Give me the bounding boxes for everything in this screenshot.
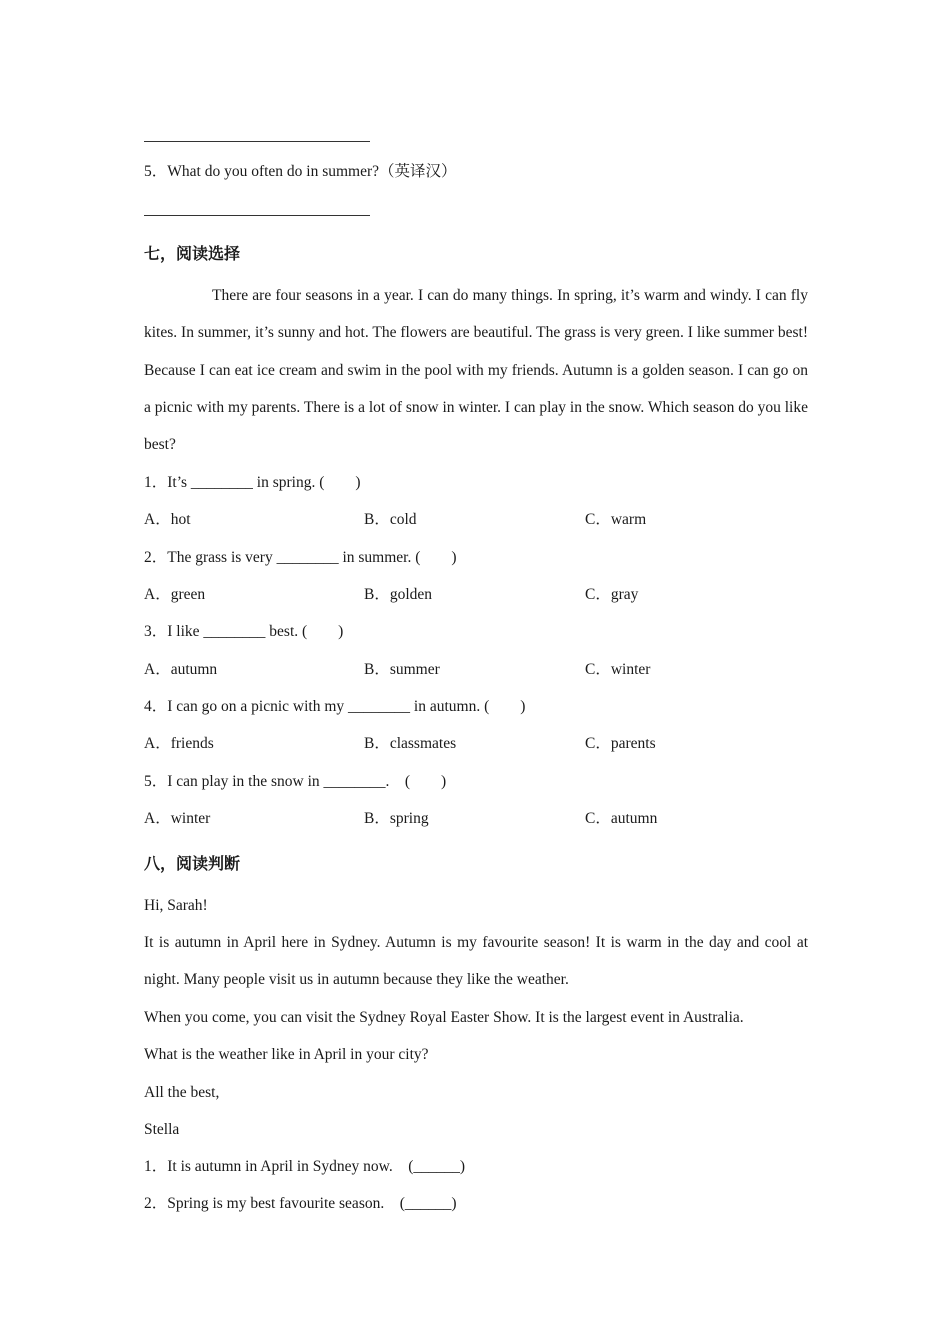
mc-option-2a[interactable]: A．green [144, 586, 206, 603]
letter-paragraph-3: What is the weather like in April in your city? [144, 1046, 429, 1063]
section-7-heading: 七，阅读选择 [144, 244, 241, 263]
mc-option-5b[interactable]: B．spring [364, 810, 429, 827]
mc-question-4: 4．I can go on a picnic with my ________ in autumn. ( ) [144, 698, 526, 715]
mc-option-4c[interactable]: C．parents [585, 735, 656, 752]
section-8-heading: 八，阅读判断 [144, 854, 241, 873]
answer-line-4[interactable] [144, 141, 370, 142]
mc-option-3c[interactable]: C．winter [585, 661, 651, 678]
mc-question-2: 2．The grass is very ________ in summer. ( ) [144, 549, 457, 566]
mc-option-1c[interactable]: C．warm [585, 511, 647, 528]
mc-option-4b[interactable]: B．classmates [364, 735, 457, 752]
mc-question-1: 1．It’s ________ in spring. ( ) [144, 474, 361, 491]
mc-question-3: 3．I like ________ best. ( ) [144, 623, 344, 640]
mc-option-2b[interactable]: B．golden [364, 586, 433, 603]
letter-signature: Stella [144, 1121, 180, 1138]
letter-closing: All the best, [144, 1084, 220, 1101]
mc-question-5: 5．I can play in the snow in ________. ( ) [144, 773, 447, 790]
judgement-question-1: 1．It is autumn in April in Sydney now. (______) [144, 1158, 466, 1175]
mc-option-5a[interactable]: A．winter [144, 810, 211, 827]
letter-paragraph-2: When you come, you can visit the Sydney Royal Easter Show. It is the largest event in Australia. [144, 1009, 744, 1026]
reading-passage: There are four seasons in a year. I can do many things. In spring, it’s warm and windy. I can fly kites. In summer, it’s sunny and hot. The flowers are beautiful. The grass is very green. I like summer best! Because I can eat ice cream and swim in the pool with my friends. Autumn is a golden season. I can go on a picnic with my parents. There is a lot of snow in winter. I can play in the snow. Which season do you like best? [144, 287, 808, 454]
mc-option-1b[interactable]: B．cold [364, 511, 417, 528]
judgement-question-2: 2．Spring is my best favourite season. (______) [144, 1195, 457, 1212]
translation-question-5: 5．What do you often do in summer?（英译汉） [144, 163, 457, 180]
mc-option-3b[interactable]: B．summer [364, 661, 440, 678]
mc-option-5c[interactable]: C．autumn [585, 810, 658, 827]
mc-option-1a[interactable]: A．hot [144, 511, 191, 528]
answer-line-5[interactable] [144, 215, 370, 216]
letter-greeting: Hi, Sarah! [144, 897, 208, 914]
mc-option-4a[interactable]: A．friends [144, 735, 214, 752]
mc-option-2c[interactable]: C．gray [585, 586, 639, 603]
letter-paragraph-1: It is autumn in April here in Sydney. Autumn is my favourite season! It is warm in the day and cool at night. Many people visit us in autumn because they like the weather. [144, 934, 808, 989]
mc-option-3a[interactable]: A．autumn [144, 661, 218, 678]
